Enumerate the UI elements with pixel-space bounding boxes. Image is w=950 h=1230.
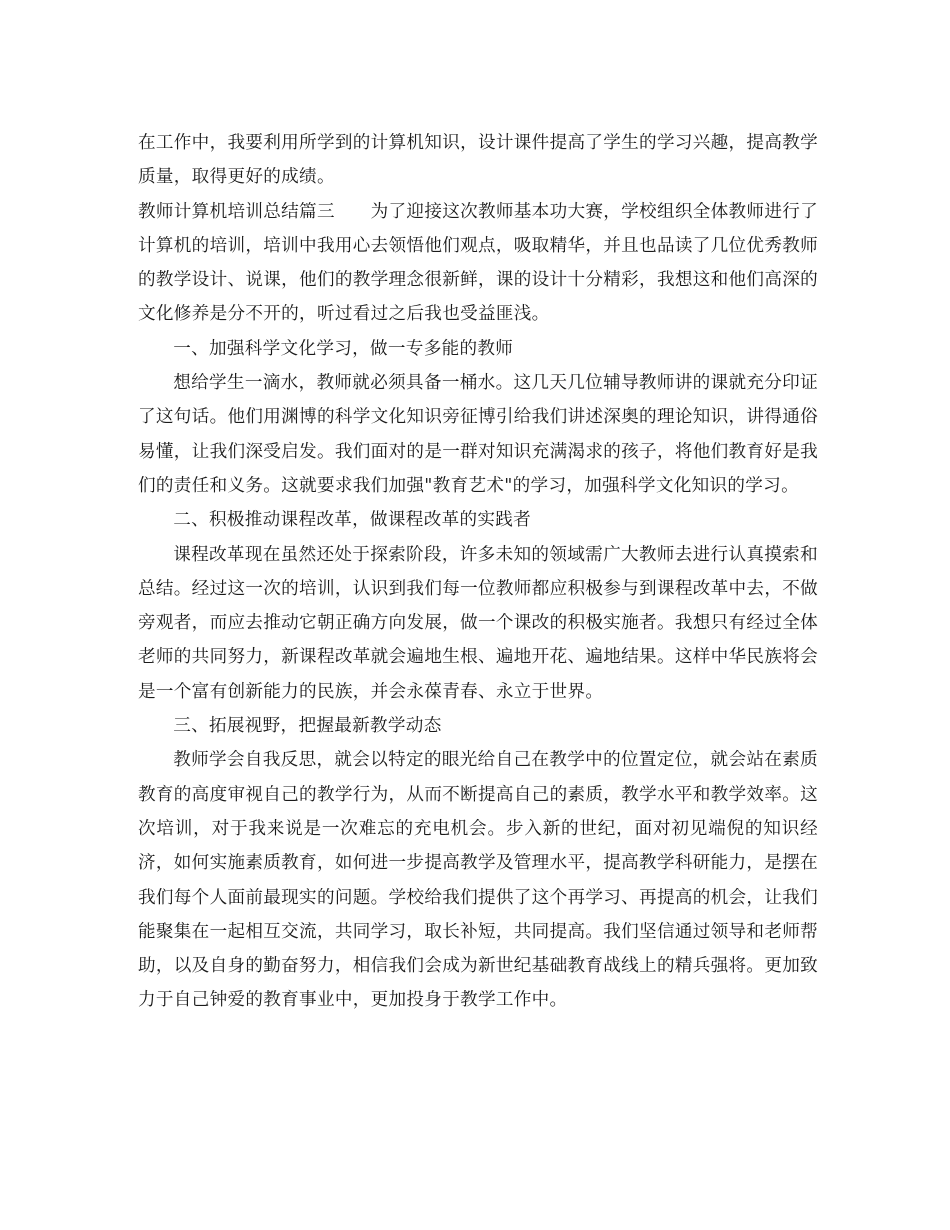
heading-one: 一、加强科学文化学习，做一专多能的教师 — [173, 338, 514, 359]
paragraph-three-body: 教师学会自我反思，就会以特定的眼光给自己在教学中的位置定位，就会站在素质教育的高度审视自己的教学行为，从而不断提高自己的素质，教学水平和教学效率。这次培训，对于我来说是一次难忘的充电机会。步入新的世纪，面对初见端倪的知识经济，如何实施素质教育，如何进一步提高教学及管理水平，提高教学科研能力，是摆在我们每个人面前最现实的问题。学校给我们提供了这个再学习、再提高的机会，让我们能聚集在一起相互交流，共同学习，取长补短，共同提高。我们坚信通过领导和老师帮助，以及自身的勤奋努力，相信我们会成为新世纪基础教育战线上的精兵强将。更加致力于自己钟爱的教育事业中，更加投身于教学工作中。 — [138, 750, 818, 1011]
heading-three: 三、拓展视野，把握最新教学动态 — [173, 716, 442, 737]
document-page — [138, 126, 818, 1018]
heading-two: 二、积极推动课程改革，做课程改革的实践者 — [173, 510, 532, 531]
paragraph-intro: 在工作中，我要利用所学到的计算机知识，设计课件提高了学生的学习兴趣，提高教学质量，取得更好的成绩。 — [138, 133, 818, 188]
paragraph-two-body: 课程改革现在虽然还处于探索阶段，许多未知的领域需广大教师去进行认真摸索和总结。经过这一次的培训，认识到我们每一位教师都应积极参与到课程改革中去，不做旁观者，而应去推动它朝正确方向发展，做一个课改的积极实施者。我想只有经过全体老师的共同努力，新课程改革就会遍地生根、遍地开花、遍地结果。这样中华民族将会是一个富有创新能力的民族，并会永葆青春、永立于世界。 — [138, 544, 818, 702]
paragraph-one-body: 想给学生一滴水，教师就必须具备一桶水。这几天几位辅导教师讲的课就充分印证了这句话。他们用渊博的科学文化知识旁征博引给我们讲述深奥的理论知识，讲得通俗易懂，让我们深受启发。我们面对的是一群对知识充满渴求的孩子，将他们教育好是我们的责任和义务。这就要求我们加强"教育艺术"的学习，加强科学文化知识的学习。 — [138, 373, 818, 496]
paragraph-section-title: 教师计算机培训总结篇三 为了迎接这次教师基本功大赛，学校组织全体教师进行了计算机的培训，培训中我用心去领悟他们观点，吸取精华，并且也品读了几位优秀教师的教学设计、说课，他们的教学理念很新鲜，课的设计十分精彩，我想这和他们高深的文化修养是分不开的，听过看过之后我也受益匪浅。 — [138, 201, 818, 325]
